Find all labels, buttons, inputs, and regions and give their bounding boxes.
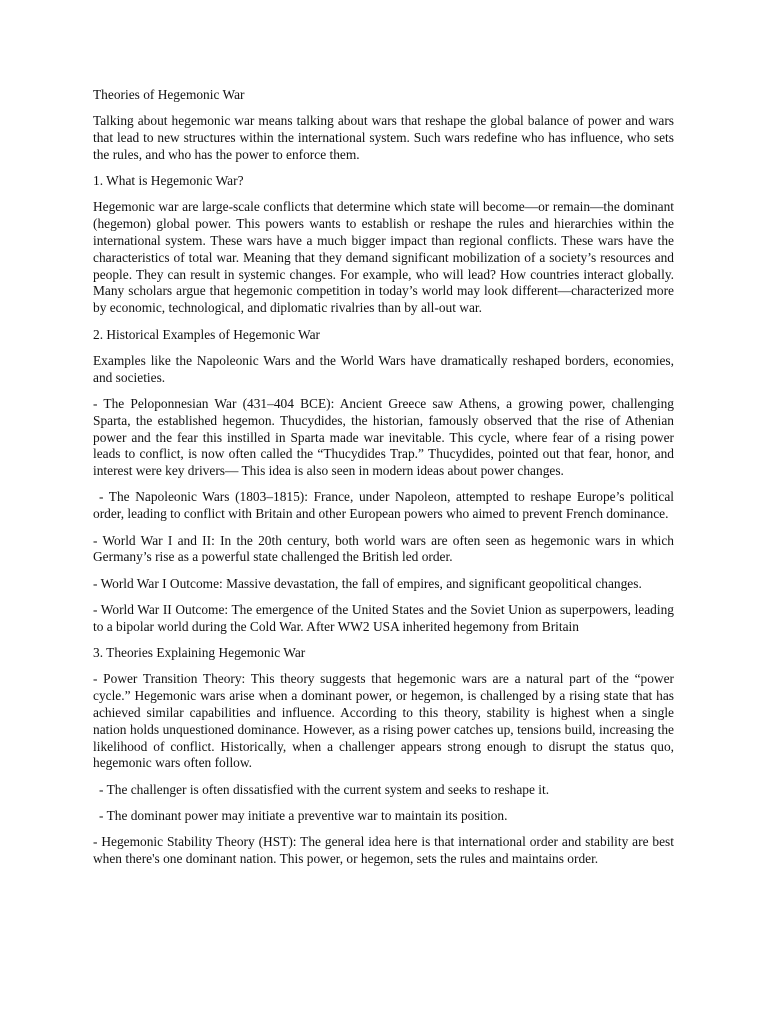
example-napoleonic-wars: - The Napoleonic Wars (1803–1815): France, under Napoleon, attempted to reshape Europe’s political order, leading to conflict with Britain and other European powers who aimed to prevent French dominance.: [93, 489, 674, 522]
section-2-intro: Examples like the Napoleonic Wars and the World Wars have dramatically reshaped borders, economies, and societies.: [93, 352, 674, 385]
section-1-heading: 1. What is Hegemonic War?: [93, 173, 244, 189]
power-transition-theory: - Power Transition Theory: This theory suggests that hegemonic wars are a natural part of the “power cycle.” Hegemonic wars arise when a dominant power, or hegemon, is challenged by a rising state that has achieved similar capabilities and influence. According to this theory, stability is highest when a single nation holds unquestioned dominance. However, as a rising power catches up, tensions build, increasing the likelihood of conflict. Historically, when a challenger appears strong enough to disrupt the status quo, hegemonic wars often follow.: [93, 671, 674, 771]
document-body: [93, 87, 674, 877]
section-2-heading: 2. Historical Examples of Hegemonic War: [93, 326, 320, 342]
section-1-paragraph: Hegemonic war are large-scale conflicts that determine which state will become—or remain—the dominant (hegemon) global power. This powers wants to establish or reshape the rules and hierarchies within the international system. These wars have a much bigger impact than regional conflicts. These wars have the characteristics of total war. Meaning that they demand significant mobilization of a society’s resources and people. They can result in systemic changes. For example, who will lead? How countries interact globally. Many scholars argue that hegemonic competition in today’s world may look different—characterized more by economic, technological, and diplomatic rivalries than by all-out war.: [93, 199, 674, 316]
section-3-heading: 3. Theories Explaining Hegemonic War: [93, 645, 306, 661]
document-title: Theories of Hegemonic War: [93, 87, 245, 102]
hegemonic-stability-theory: - Hegemonic Stability Theory (HST): The general idea here is that international order and stability are best when there's one dominant nation. This power, or hegemon, sets the rules and maintains order.: [93, 834, 674, 866]
sub-point-dominant-power: - The dominant power may initiate a preventive war to maintain its position.: [99, 807, 508, 823]
example-ww1-outcome: - World War I Outcome: Massive devastation, the fall of empires, and significant geopolitical changes.: [93, 575, 642, 591]
example-peloponnesian-war: - The Peloponnesian War (431–404 BCE): Ancient Greece saw Athens, a growing power, challenging Sparta, the established hegemon. Thucydides, the historian, famously observed that the rise of Athenian power and the fear this instilled in Sparta made war inevitable. This cycle, where fear of a rising power leads to conflict, is now often called the “Thucydides Trap.” Thucydides, pointed out that fear, honor, and interest were key drivers— This idea is also seen in modern ideas about power changes.: [93, 395, 674, 479]
intro-paragraph: Talking about hegemonic war means talking about wars that reshape the global balance of power and wars that lead to new structures within the international system. Such wars redefine who has influence, who sets the rules, and who has the power to enforce them.: [93, 113, 674, 162]
example-ww2-outcome: - World War II Outcome: The emergence of the United States and the Soviet Union as superpowers, leading to a bipolar world during the Cold War. After WW2 USA inherited hegemony from Britain: [93, 601, 674, 634]
example-world-wars: - World War I and II: In the 20th century, both world wars are often seen as hegemonic wars in which Germany’s rise as a powerful state challenged the British led order.: [93, 532, 674, 565]
sub-point-challenger: - The challenger is often dissatisfied with the current system and seeks to reshape it.: [99, 781, 550, 797]
